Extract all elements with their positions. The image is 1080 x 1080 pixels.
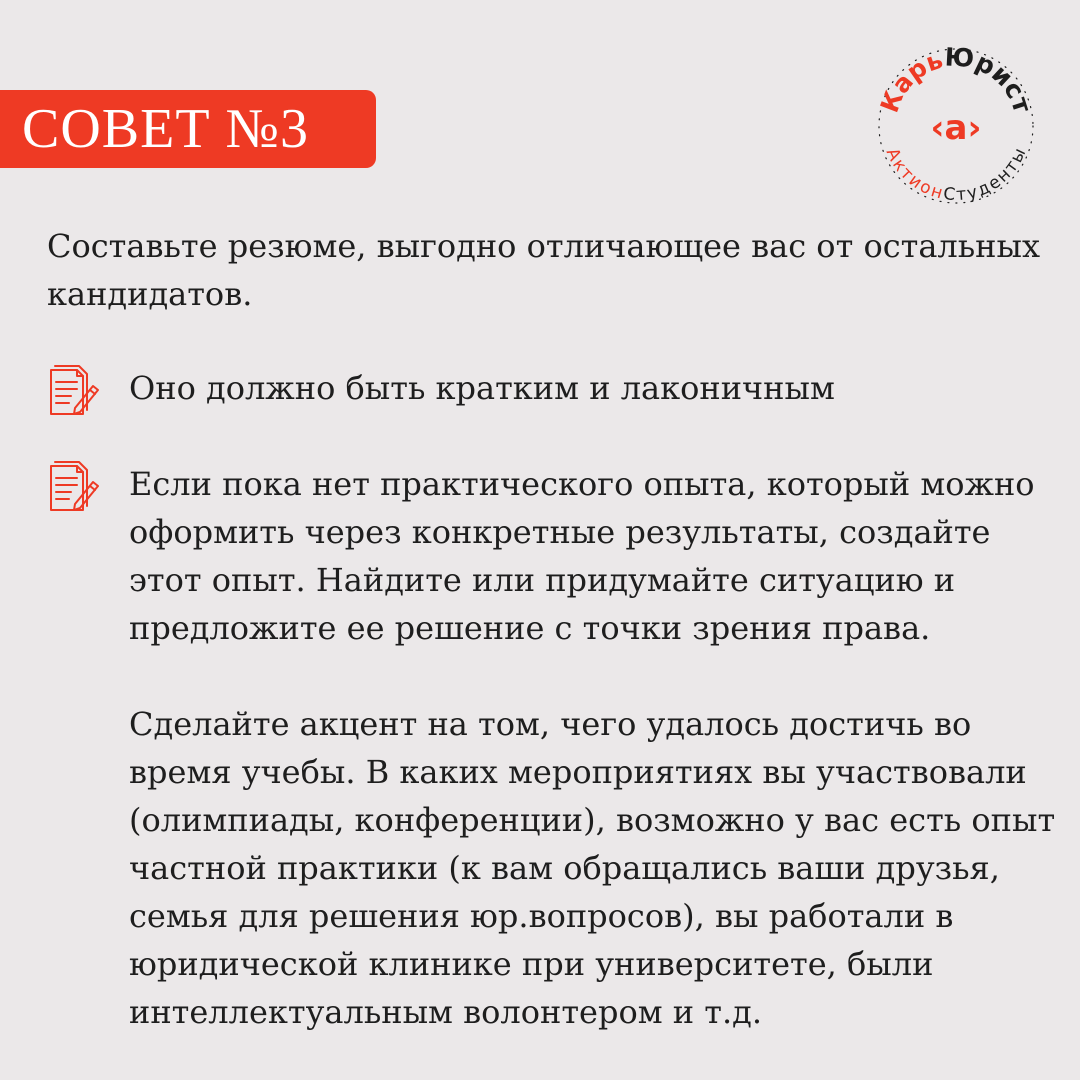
document-pen-icon — [47, 460, 107, 516]
list-item — [47, 460, 1057, 1036]
logo-mark: ‹a› — [930, 108, 982, 148]
list-item-text — [129, 460, 1057, 1036]
tip-badge — [0, 90, 376, 168]
tip-title: СОВЕТ №3 — [22, 98, 309, 160]
list-item-paragraph: Сделайте акцент на том, чего удалось достичь во время учебы. В каких мероприятиях вы участвовали (олимпиады, конференции), возможно у вас есть опыт частной практики (к вам обращались ваши друзья, семья для решения юр.вопросов), вы работали в юридической клинике при университете, были интеллектуальным волонтером и т.д. — [129, 705, 1056, 1031]
list-item-paragraph: Оно должно быть кратким и лаконичным — [129, 369, 835, 407]
intro-text: Составьте резюме, выгодно отличающее вас от остальных кандидатов. — [47, 227, 1040, 313]
logo-bottom-text: АктионСтуденты — [881, 145, 1031, 206]
logo-top-text: КарьЮрист — [874, 42, 1038, 117]
karyurist-logo — [868, 38, 1044, 214]
list-item — [47, 364, 1057, 420]
list-item-paragraph: Если пока нет практического опыта, который можно оформить через конкретные результаты, создайте этот опыт. Найдите или придумайте ситуацию и предложите ее решение с точки зрения права. — [129, 465, 1035, 647]
list-item-text — [129, 364, 835, 412]
document-pen-icon — [47, 364, 107, 420]
